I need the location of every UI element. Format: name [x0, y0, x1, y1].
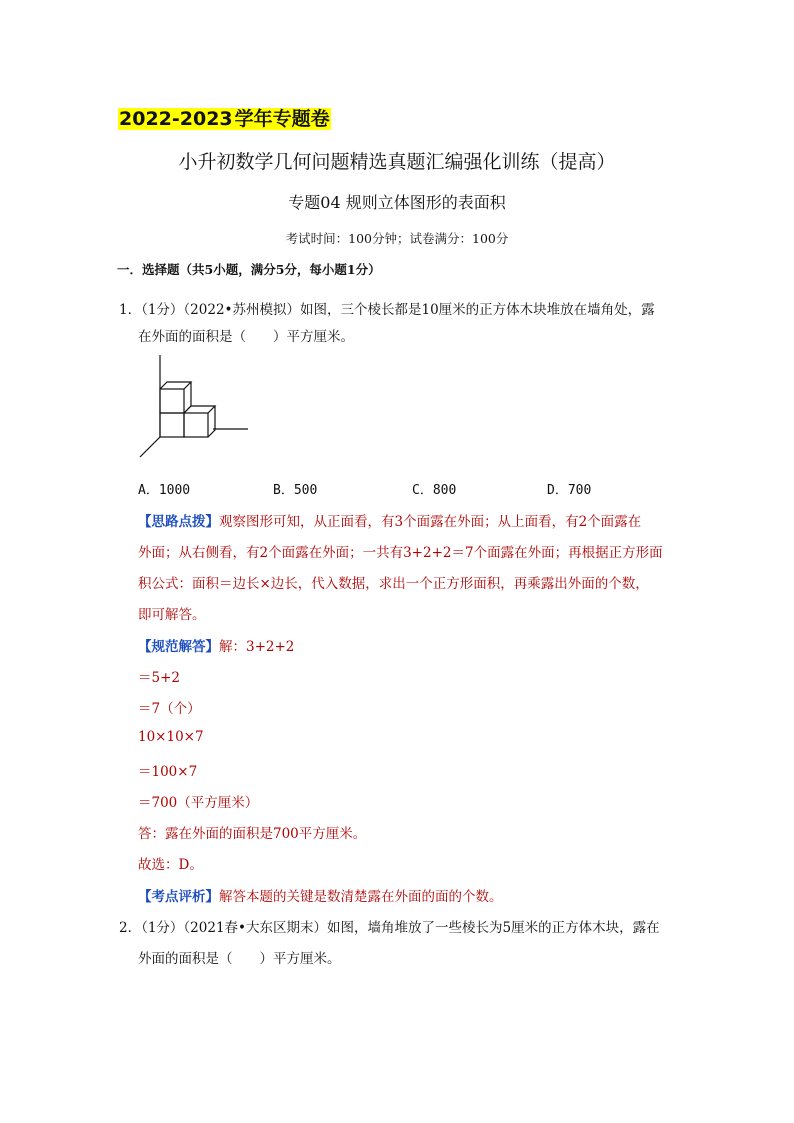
year-label: 2022-2023: [119, 108, 233, 130]
q1-solution-step1: ＝5+2: [138, 670, 180, 686]
q1-analysis-line1: [138, 510, 641, 530]
comment-text: 解答本题的关键是数清楚露在外面的面的个数。: [219, 889, 503, 905]
q1-stem-line2: 在外面的面积是（ ）平方厘米。: [138, 329, 354, 345]
q1-comment: [138, 885, 503, 905]
q1-solution-step3: 10×10×7: [138, 729, 204, 745]
q2-stem-line1: 2．（1分）（2021春•大东区期末）如图，墙角堆放了一些棱长为5厘米的正方体木块，露在: [119, 920, 660, 936]
q1-solution-step4: ＝100×7: [138, 764, 198, 780]
exam-meta: 考试时间：100分钟；试卷满分：100分: [285, 231, 509, 246]
document-subtitle: 专题04 规则立体图形的表面积: [288, 193, 506, 212]
q1-solution-step5: ＝700（平方厘米）: [138, 795, 259, 811]
analysis-text-1: 观察图形可知，从正面看，有3个面露在外面；从上面看，有2个面露在: [219, 514, 642, 530]
q1-stem-line1: 1．（1分）（2022•苏州模拟）如图，三个棱长都是10厘米的正方体木块堆放在墙角处，露: [119, 302, 655, 318]
year-suffix: 学年专题卷: [234, 108, 330, 130]
q1-analysis-line2: 外面；从右侧看，有2个面露在外面；一共有3+2+2＝7个面露在外面；再根据正方形面: [138, 545, 663, 561]
q1-solution-answer: 答：露在外面的面积是700平方厘米。: [138, 826, 367, 842]
q1-solution-choice: 故选：D。: [138, 857, 203, 873]
q1-option-c: C．800: [412, 483, 457, 498]
q1-analysis-line4: 即可解答。: [138, 607, 206, 623]
comment-tag: 【考点评析】: [138, 889, 219, 905]
document-title: 小升初数学几何问题精选真题汇编强化训练（提高）: [178, 151, 616, 173]
q1-solution-line1: [138, 635, 294, 655]
q2-stem-line2: 外面的面积是（ ）平方厘米。: [138, 951, 341, 967]
q1-analysis-line3: 积公式：面积＝边长×边长，代入数据，求出一个正方形面积，再乘露出外面的个数，: [138, 576, 649, 592]
analysis-tag: 【思路点拨】: [138, 514, 219, 530]
section-heading: 一．选择题（共5小题，满分5分，每小题1分）: [117, 262, 381, 277]
q1-option-a: A．1000: [138, 483, 191, 498]
cube-corner-figure: [138, 352, 268, 462]
solution-tag: 【规范解答】: [138, 639, 219, 655]
q1-option-d: D．700: [547, 483, 592, 498]
solution-first: 解：3+2+2: [219, 639, 295, 655]
q1-option-b: B．500: [273, 483, 318, 498]
year-banner: [118, 104, 331, 131]
q1-solution-step2: ＝7（个）: [138, 701, 201, 717]
